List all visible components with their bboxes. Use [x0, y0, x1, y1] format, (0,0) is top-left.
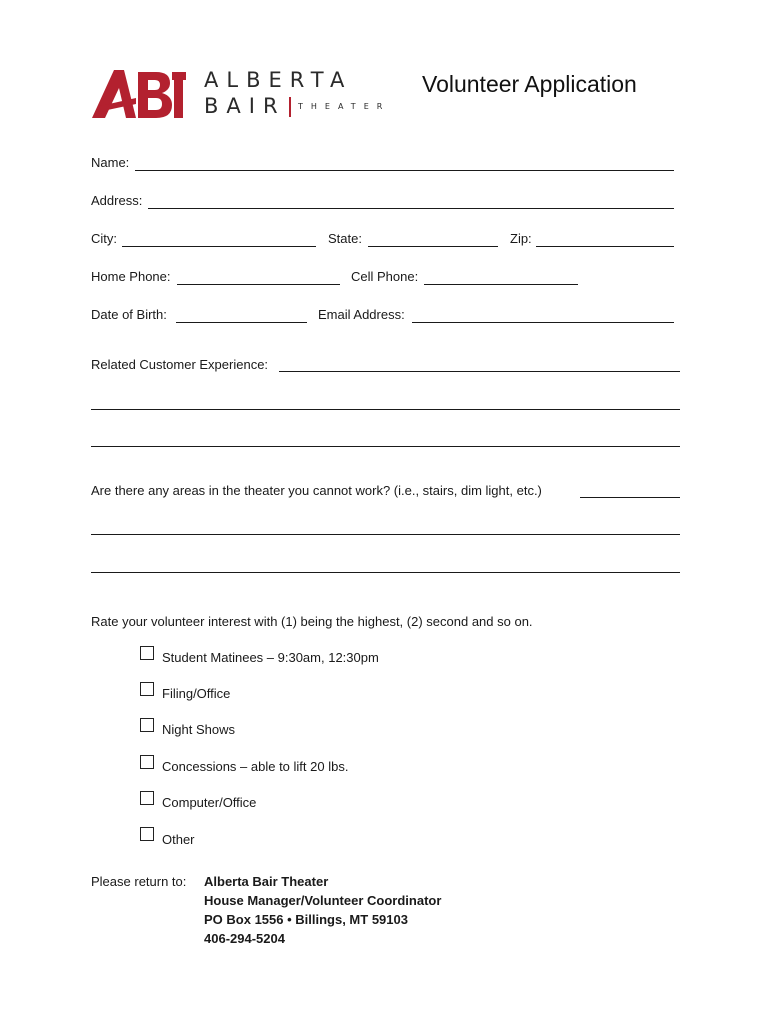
logo-theater: THEATER — [298, 102, 391, 111]
experience-field-line-2[interactable] — [91, 409, 680, 410]
option-label: Filing/Office — [162, 686, 231, 701]
logo-bair: BAIR — [204, 94, 286, 118]
checkbox-icon[interactable] — [140, 755, 154, 769]
city-field[interactable] — [122, 246, 316, 247]
return-line: Alberta Bair Theater — [204, 874, 329, 889]
page-title: Volunteer Application — [422, 71, 637, 97]
interest-prompt: Rate your volunteer interest with (1) being the highest, (2) second and so on. — [91, 614, 533, 629]
email-field[interactable] — [412, 322, 674, 323]
experience-label: Related Customer Experience: — [91, 357, 269, 372]
checkbox-icon[interactable] — [140, 791, 154, 805]
experience-field-line-3[interactable] — [91, 446, 680, 447]
option-label: Night Shows — [162, 722, 235, 737]
checkbox-icon[interactable] — [140, 827, 154, 841]
return-line: House Manager/Volunteer Coordinator — [204, 893, 442, 908]
return-label: Please return to: — [91, 874, 187, 889]
logo-divider — [289, 97, 291, 117]
state-label: State: — [328, 231, 362, 246]
areas-field-line-3[interactable] — [91, 572, 680, 573]
dob-label: Date of Birth: — [91, 307, 167, 322]
cell-phone-label: Cell Phone: — [351, 269, 419, 284]
experience-field-line-1[interactable] — [279, 371, 680, 372]
zip-label: Zip: — [510, 231, 532, 246]
return-line: PO Box 1556 • Billings, MT 59103 — [204, 912, 408, 927]
address-field[interactable] — [148, 208, 674, 209]
home-phone-field[interactable] — [177, 284, 340, 285]
city-label: City: — [91, 231, 117, 246]
areas-field-line-1[interactable] — [580, 497, 680, 498]
checkbox-icon[interactable] — [140, 718, 154, 732]
checkbox-icon[interactable] — [140, 682, 154, 696]
logo-mark-icon — [92, 68, 188, 120]
home-phone-label: Home Phone: — [91, 269, 171, 284]
areas-label: Are there any areas in the theater you cannot work? (i.e., stairs, dim light, etc.) — [91, 483, 542, 498]
return-line: 406-294-5204 — [204, 931, 285, 946]
option-label: Computer/Office — [162, 795, 257, 810]
email-label: Email Address: — [318, 307, 405, 322]
option-label: Student Matinees – 9:30am, 12:30pm — [162, 650, 379, 665]
option-label: Other — [162, 832, 195, 847]
areas-field-line-2[interactable] — [91, 534, 680, 535]
logo-alberta: ALBERTA — [204, 68, 353, 92]
zip-field[interactable] — [536, 246, 674, 247]
cell-phone-field[interactable] — [424, 284, 578, 285]
address-label: Address: — [91, 193, 143, 208]
name-label: Name: — [91, 155, 130, 170]
option-label: Concessions – able to lift 20 lbs. — [162, 759, 349, 774]
dob-field[interactable] — [176, 322, 307, 323]
name-field[interactable] — [135, 170, 674, 171]
state-field[interactable] — [368, 246, 498, 247]
logo — [92, 66, 391, 122]
checkbox-icon[interactable] — [140, 646, 154, 660]
